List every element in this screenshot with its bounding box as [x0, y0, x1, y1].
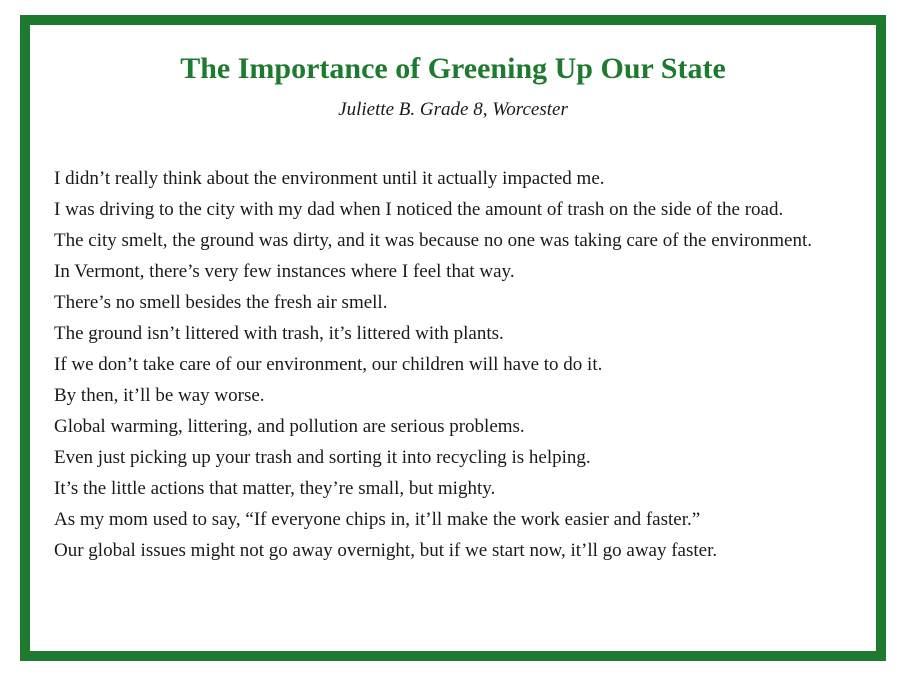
author-byline: Juliette B. Grade 8, Worcester [338, 99, 568, 120]
document-title: The Importance of Greening Up Our State [180, 52, 726, 85]
poem-line: If we don’t take care of our environment, our children will have to do it. [54, 354, 603, 375]
poem-line: It’s the little actions that matter, they’re small, but mighty. [54, 478, 496, 499]
poem-line: Our global issues might not go away overnight, but if we start now, it’ll go away faster. [54, 540, 718, 561]
poem-body [54, 163, 858, 566]
poem-line: I didn’t really think about the environment until it actually impacted me. [54, 168, 605, 189]
poem-line: The city smelt, the ground was dirty, and it was because no one was taking care of the environment. [54, 230, 813, 251]
poem-line: Even just picking up your trash and sorting it into recycling is helping. [54, 447, 591, 468]
green-border-frame [20, 15, 886, 661]
poem-line: The ground isn’t littered with trash, it’s littered with plants. [54, 323, 504, 344]
poem-line: Global warming, littering, and pollution are serious problems. [54, 416, 525, 437]
poem-line: There’s no smell besides the fresh air smell. [54, 292, 388, 313]
poem-line: In Vermont, there’s very few instances where I feel that way. [54, 261, 515, 282]
poem-line: As my mom used to say, “If everyone chips in, it’ll make the work easier and faster.” [54, 509, 701, 530]
poem-line: By then, it’ll be way worse. [54, 385, 265, 406]
poem-line: I was driving to the city with my dad when I noticed the amount of trash on the side of the road. [54, 199, 784, 220]
